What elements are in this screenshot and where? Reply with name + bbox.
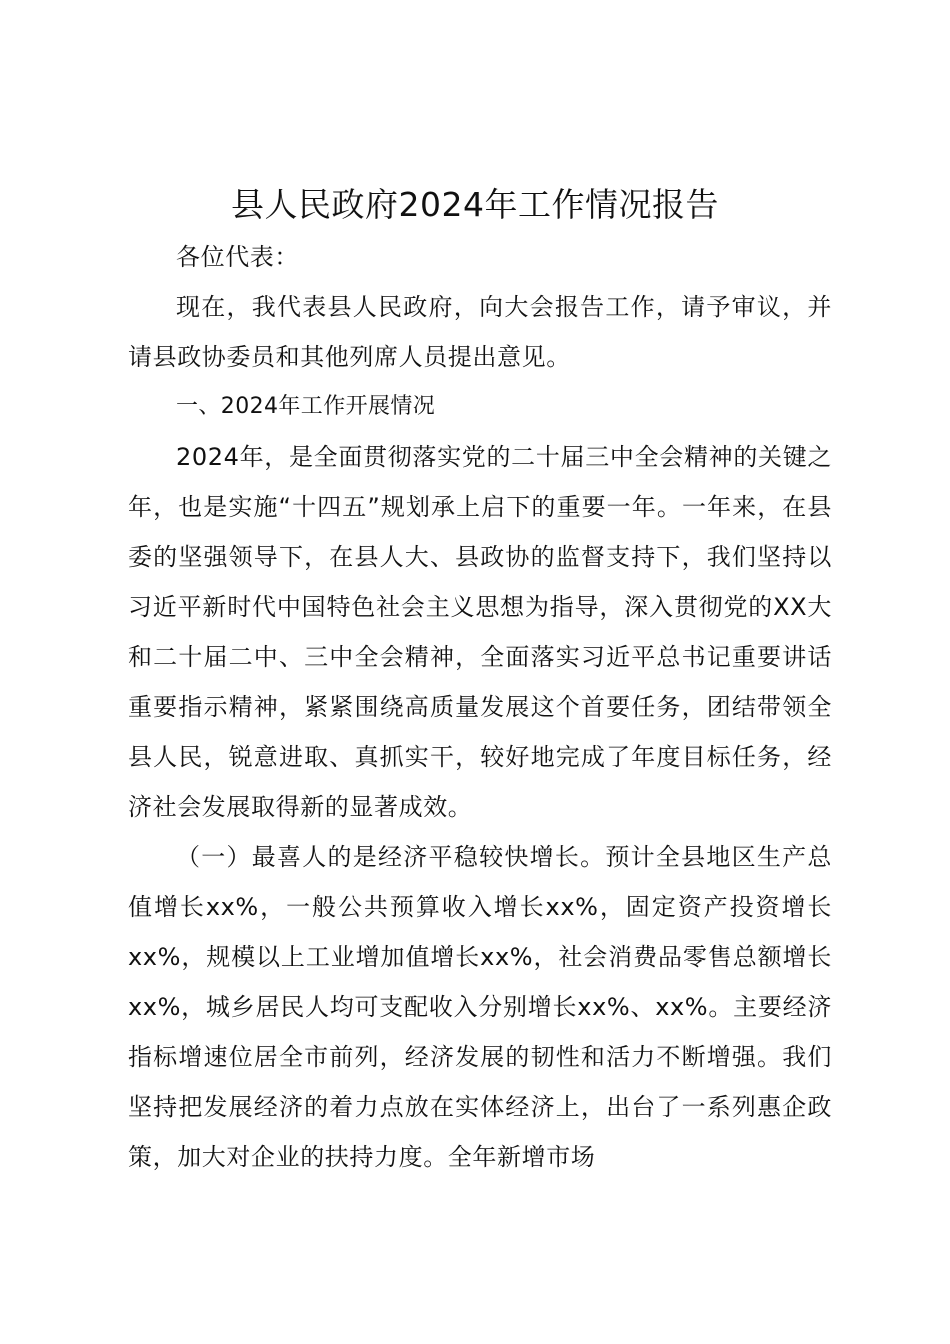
section-heading: 一、2024年工作开展情况 [176,394,436,419]
salutation: 各位代表： [176,243,299,271]
document-title: 县人民政府2024年工作情况报告 [231,185,719,224]
body-paragraph: （一）最喜人的是经济平稳较快增长。预计全县地区生产总值增长xx%，一般公共预算收入增长xx%，固定资产投资增长xx%，规模以上工业增加值增长xx%，社会消费品零售总额增长xx%，城乡居民人均可支配收入分别增长xx%、xx%。主要经济指标增速位居全市前列，经济发展的韧性和活力不断增强。我们坚持把发展经济的着力点放在实体经济上，出台了一系列惠企政策，加大对企业的扶持力度。全年新增市场 [128,843,832,1171]
body-paragraph: 2024年，是全面贯彻落实党的二十届三中全会精神的关键之年，也是实施“十四五”规划承上启下的重要一年。一年来，在县委的坚强领导下，在县人大、县政协的监督支持下，我们坚持以习近平新时代中国特色社会主义思想为指导，深入贯彻党的XX大和二十届二中、三中全会精神，全面落实习近平总书记重要讲话重要指示精神，紧紧围绕高质量发展这个首要任务，团结带领全县人民，锐意进取、真抓实干，较好地完成了年度目标任务，经济社会发展取得新的显著成效。 [128,443,832,821]
document-body [128,232,832,1182]
intro-paragraph: 现在，我代表县人民政府，向大会报告工作，请予审议，并请县政协委员和其他列席人员提出意见。 [128,293,832,371]
